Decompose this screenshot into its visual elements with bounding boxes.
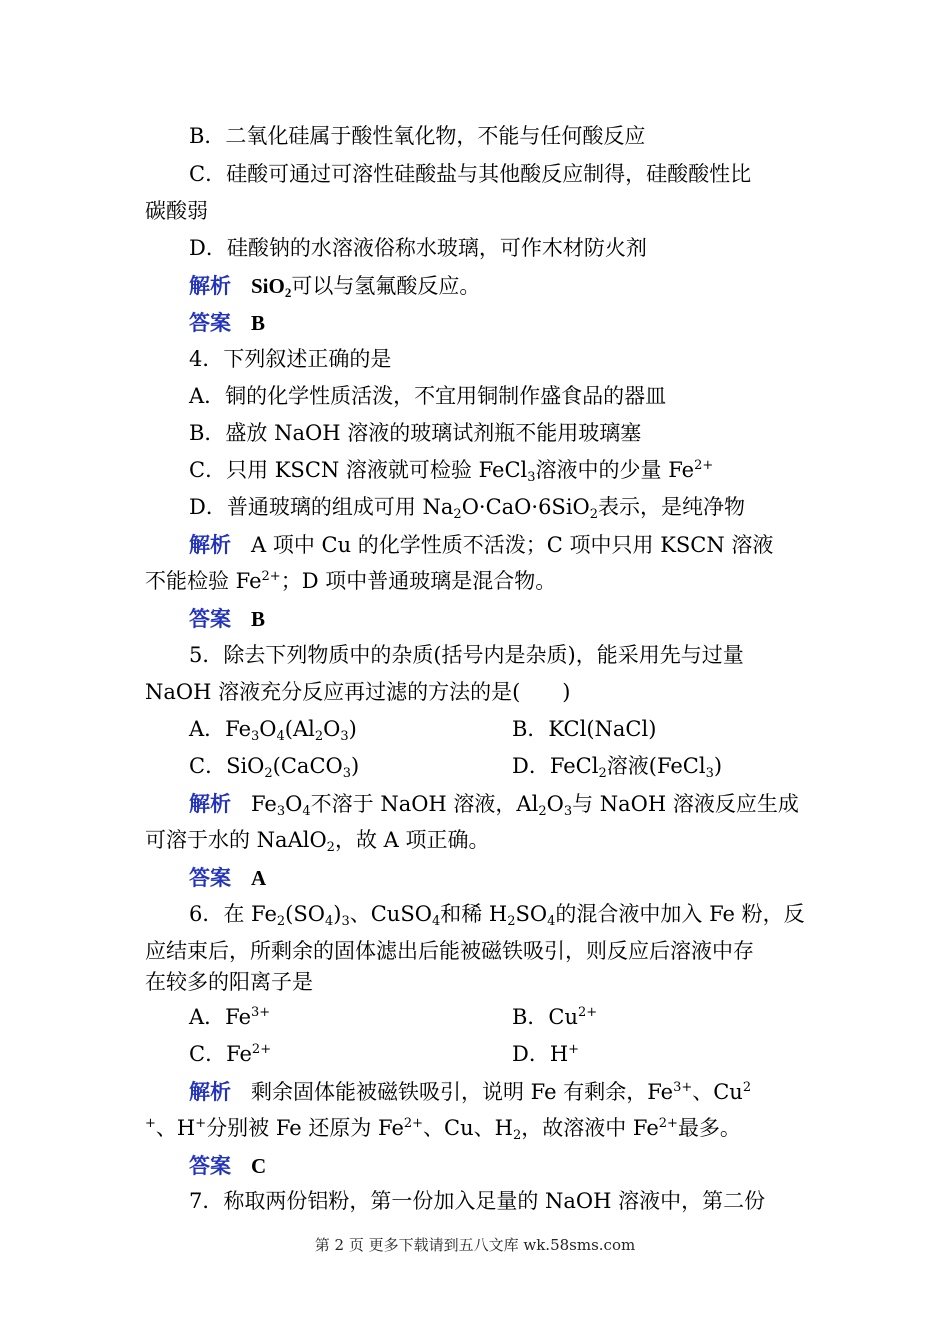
q6-option-c: C．$Fe^{2+}$ bbox=[189, 1042, 272, 1066]
q6-option-d: D．H+ bbox=[512, 1042, 580, 1066]
analysis-label: 解析 bbox=[189, 273, 231, 298]
q6-stem-cont: 应结束后，所剩余的固体滤出后能被磁铁吸引，则反应后溶液中存 bbox=[145, 939, 754, 963]
q6-options-ab bbox=[0, 999, 950, 1036]
q6-option-a: A．$Fe^{3+}$ bbox=[189, 1005, 271, 1029]
q5-option-b: B．KCl(NaCl) bbox=[512, 717, 657, 741]
q3-analysis: 解析 SiO$_2$可以与氢氟酸反应。 bbox=[189, 273, 481, 300]
q6-options-cd bbox=[0, 1036, 950, 1073]
q5-option-c: C．SiO$_2$(CaCO$_3$) bbox=[189, 754, 360, 781]
q4-option-a: A．铜的化学性质活泼，不宜用铜制作盛食品的器皿 bbox=[189, 384, 667, 408]
q5-answer: 答案 A bbox=[189, 865, 267, 890]
q7-stem: 7．称取两份铝粉，第一份加入足量的 NaOH 溶液中，第二份 bbox=[189, 1189, 766, 1213]
q5-options-cd bbox=[0, 748, 950, 785]
q5-stem-cont: NaOH 溶液充分反应再过滤的方法的是( ) bbox=[145, 680, 571, 704]
q4-stem: 4．下列叙述正确的是 bbox=[189, 347, 392, 371]
q6-stem-cont2: 在较多的阳离子是 bbox=[145, 970, 313, 994]
q6-answer: 答案 C bbox=[189, 1153, 267, 1178]
q5-analysis-cont: 可溶于水的 NaAlO$_2$，故 A 项正确。 bbox=[145, 828, 490, 855]
q3-option-c: C．硅酸可通过可溶性硅酸盐与其他酸反应制得，硅酸酸性比 bbox=[189, 162, 752, 186]
q5-option-d: D．FeCl$_2$溶液(FeCl$_3$) bbox=[512, 754, 723, 781]
q3-option-b: B．二氧化硅属于酸性氧化物，不能与任何酸反应 bbox=[189, 124, 646, 148]
q6-analysis-cont: +、H+分别被 Fe 还原为 $Fe^{2+}$、Cu、$H_2$，故溶液中 $Fe^{2+}$最多。 bbox=[145, 1116, 741, 1143]
q4-analysis-cont: 不能检验 $Fe^{2+}$；D 项中普通玻璃是混合物。 bbox=[145, 569, 557, 593]
q4-option-d: D．普通玻璃的组成可用 $Na_2O\cdot CaO\cdot 6SiO_2$表示，是纯净物 bbox=[189, 495, 746, 522]
q5-analysis: 解析 $Fe_3O_4$不溶于 NaOH 溶液，$Al_2O_3$与 NaOH 溶液反应生成 bbox=[189, 791, 799, 819]
q5-options-ab bbox=[0, 711, 950, 748]
q6-stem: 6．在 $Fe_2(SO_4)_3$、CuSO$_4$和稀 $H_2SO_4$的混合液中加入 Fe 粉，反 bbox=[189, 902, 805, 929]
q3-option-c-cont: 碳酸弱 bbox=[145, 199, 208, 223]
q5-stem: 5．除去下列物质中的杂质(括号内是杂质)，能采用先与过量 bbox=[189, 643, 744, 667]
page-footer: 第 2 页 更多下载请到五八文库 wk.58sms.com bbox=[314, 1236, 636, 1254]
q4-answer: 答案 B bbox=[189, 606, 266, 631]
q3-option-d: D．硅酸钠的水溶液俗称水玻璃，可作木材防火剂 bbox=[189, 236, 647, 260]
q4-option-c: C．只用 KSCN 溶液就可检验 FeCl$_3$溶液中的少量 $Fe^{2+}$ bbox=[189, 458, 714, 485]
q4-analysis: 解析 A 项中 Cu 的化学性质不活泼；C 项中只用 KSCN 溶液 bbox=[189, 532, 774, 557]
q4-option-b: B．盛放 NaOH 溶液的玻璃试剂瓶不能用玻璃塞 bbox=[189, 421, 642, 445]
q6-analysis: 解析 剩余固体能被磁铁吸引，说明 Fe 有剩余，$Fe^{3+}$、Cu$^2$ bbox=[189, 1079, 752, 1104]
q5-option-a: A．$Fe_3O_4(Al_2O_3)$ bbox=[189, 717, 357, 744]
answer-label: 答案 bbox=[189, 310, 231, 335]
q3-answer: 答案 B bbox=[189, 310, 266, 335]
q6-option-b: B．$Cu^{2+}$ bbox=[512, 1005, 598, 1029]
